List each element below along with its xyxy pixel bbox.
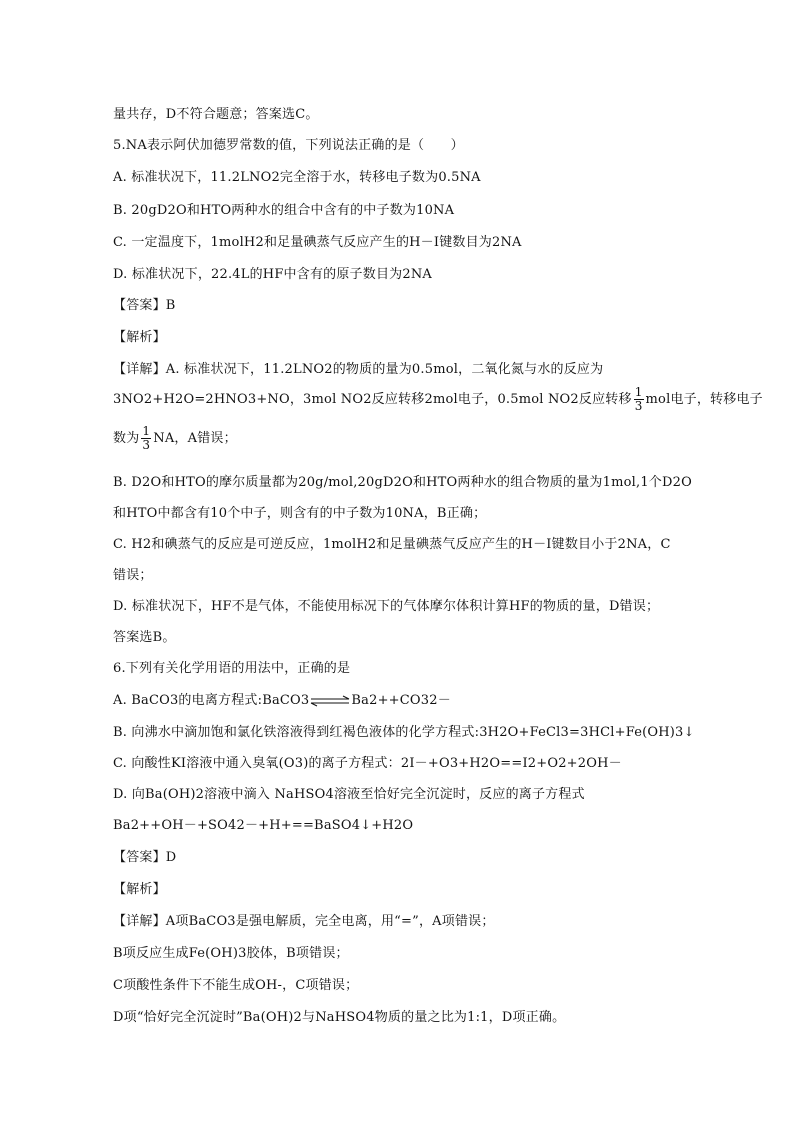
q5-detail-line-5: 和HTO中都含有10个中子，则含有的中子数为10NA，B正确； — [113, 506, 487, 521]
q5-stem: 5.NA表示阿伏加德罗常数的值，下列说法正确的是（ ） — [113, 138, 464, 153]
q6-answer: 【答案】D — [113, 850, 177, 865]
q6-option-d-equation: Ba2++OH－+SO42－+H+==BaSO4↓+H2O — [113, 818, 414, 833]
q5-detail-line-2-text-a: 3NO2+H2O=2HNO3+NO，3mol NO2反应转移2mol电子，0.5mol NO2反应转移 — [113, 392, 632, 407]
q5-detail-line-8: D. 标准状况下，HF不是气体，不能使用标况下的气体摩尔体积计算HF的物质的量，D错误； — [113, 599, 660, 614]
q6-option-a-text-post: Ba2++CO32－ — [351, 693, 451, 708]
q6-option-d: D. 向Ba(OH)2溶液中滴入 NaHSO4溶液至恰好完全沉淀时，反应的离子方程式 — [113, 787, 585, 802]
q5-option-b: B. 20gD2O和HTO两种水的组合中含有的中子数为10NA — [113, 203, 455, 218]
q5-detail-line-3-text-b: NA，A错误； — [153, 431, 237, 446]
fraction-one-third-2 — [141, 425, 151, 452]
q6-option-b: B. 向沸水中滴加饱和氯化铁溶液得到红褐色液体的化学方程式:3H2O+FeCl3=3HCl+Fe(OH)3↓ — [113, 725, 695, 740]
q5-detail-line-3 — [113, 425, 237, 452]
equilibrium-arrow-icon — [309, 695, 351, 707]
prev-answer-tail: 量共存，D不符合题意；答案选C。 — [113, 107, 319, 122]
q5-analysis-heading: 【解析】 — [113, 330, 166, 345]
fraction-denominator: 3 — [634, 399, 643, 413]
fraction-numerator: 1 — [142, 424, 151, 438]
q6-analysis-heading: 【解析】 — [113, 882, 166, 897]
q6-option-c: C. 向酸性KI溶液中通入臭氧(O3)的离子方程式：2I－+O3+H2O==I2+O2+2OH－ — [113, 756, 622, 771]
q6-stem: 6.下列有关化学用语的用法中，正确的是 — [113, 661, 351, 676]
q5-detail-line-2 — [113, 386, 763, 413]
fraction-one-third — [634, 386, 644, 413]
q6-detail-line-1: 【详解】A项BaCO3是强电解质，完全电离，用“=”，A项错误； — [113, 914, 495, 929]
q5-detail-line-7: 错误； — [113, 568, 153, 583]
q5-detail-line-6: C. H2和碘蒸气的反应是可逆反应，1molH2和足量碘蒸气反应产生的H－I键数目小于2NA，C — [113, 537, 671, 552]
q5-answer: 【答案】B — [113, 298, 176, 313]
q5-detail-line-2-text-b: mol电子，转移电子 — [645, 392, 763, 407]
fraction-numerator: 1 — [634, 385, 643, 399]
q5-option-a: A. 标准状况下，11.2LNO2完全溶于水，转移电子数为0.5NA — [113, 170, 481, 185]
q5-option-d: D. 标准状况下，22.4L的HF中含有的原子数目为2NA — [113, 267, 432, 282]
q5-detail-line-9: 答案选B。 — [113, 630, 176, 645]
q5-detail-line-3-text-a: 数为 — [113, 431, 140, 446]
q6-detail-line-4: D项“恰好完全沉淀时”Ba(OH)2与NaHSO4物质的量之比为1:1，D项正确。 — [113, 1010, 566, 1025]
q6-option-a-text-pre: A. BaCO3的电离方程式:BaCO3 — [113, 693, 310, 708]
q5-detail-line-1: 【详解】A. 标准状况下，11.2LNO2的物质的量为0.5mol，二氧化氮与水的反应为 — [113, 362, 604, 377]
q6-option-a — [113, 689, 451, 708]
q5-option-c: C. 一定温度下，1molH2和足量碘蒸气反应产生的H－I键数目为2NA — [113, 235, 522, 250]
q6-detail-line-2: B项反应生成Fe(OH)3胶体，B项错误； — [113, 946, 349, 961]
q6-detail-line-3: C项酸性条件下不能生成OH-，C项错误； — [113, 978, 359, 993]
q5-detail-line-4: B. D2O和HTO的摩尔质量都为20g/mol,20gD2O和HTO两种水的组合物质的量为1mol,1个D2O — [113, 475, 692, 490]
fraction-denominator: 3 — [142, 438, 151, 452]
